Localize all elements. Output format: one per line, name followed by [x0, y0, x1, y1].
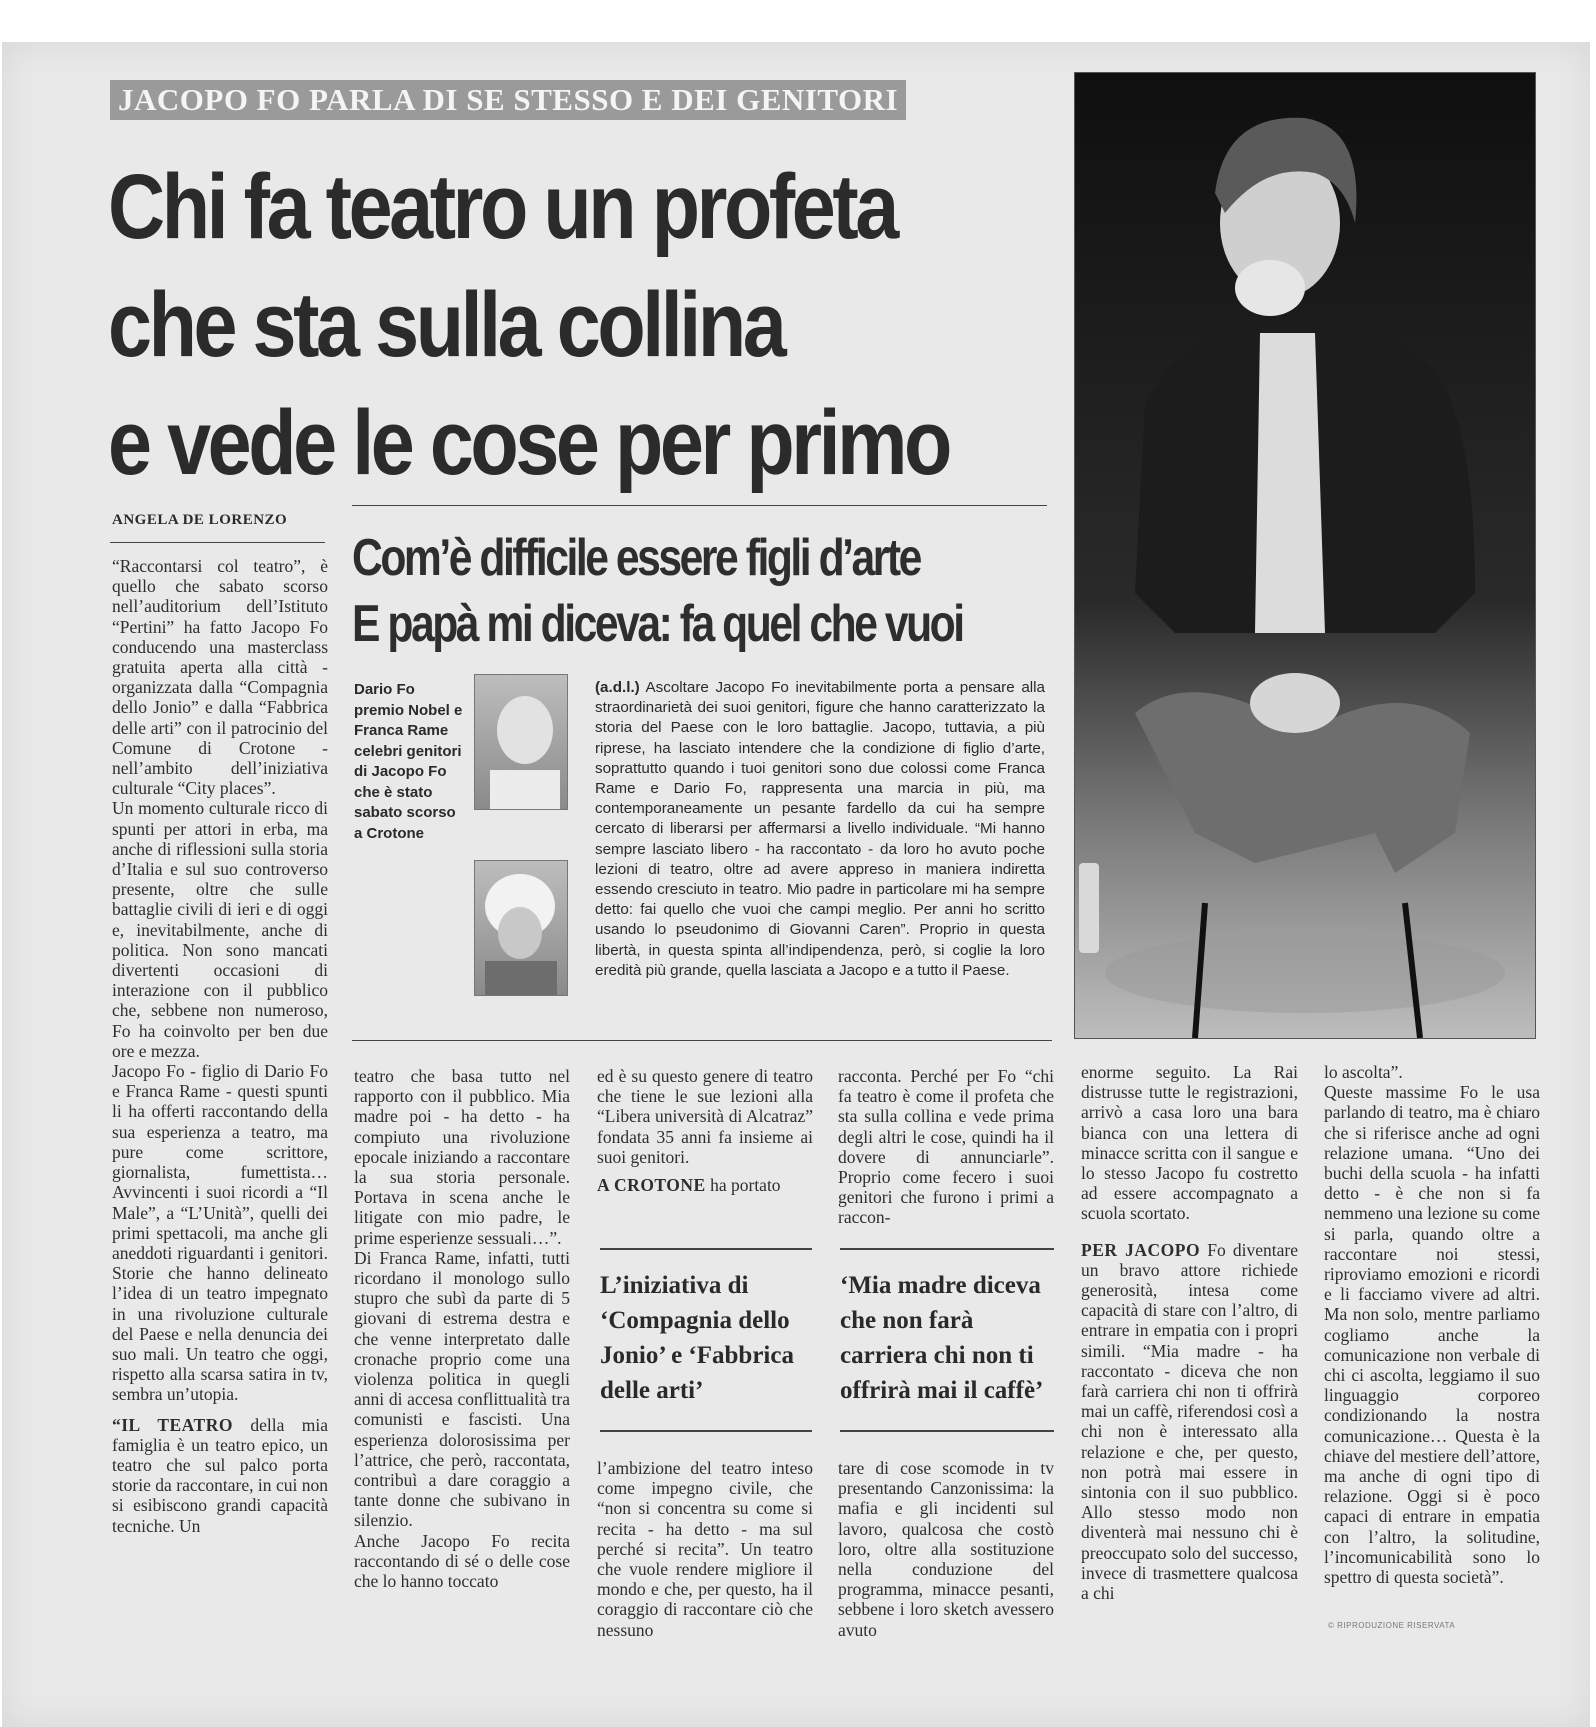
pull-quote: ‘Mia madre diceva che non farà carriera chi non ti offrirà mai il caffè’ — [840, 1272, 1044, 1404]
lead-in: “IL TEATRO — [112, 1414, 233, 1435]
paragraph: ed è su questo genere di teatro che tiene le sue lezioni alla “Libera università di Alcatraz” fondata 35 anni fa insieme ai suoi genitori. — [597, 1066, 813, 1167]
jacopo-fo-figure — [1075, 73, 1535, 1038]
article-column-6 — [1324, 1062, 1540, 1587]
box-bottom-rule — [352, 1040, 1052, 1041]
byline-rule — [110, 542, 325, 543]
subhead-line: Com’è difficile essere figli d’arte — [352, 529, 920, 587]
quote-top-rule — [840, 1248, 1054, 1250]
copyright-notice: © RIPRODUZIONE RISERVATA — [1328, 1621, 1456, 1630]
portrait-figure — [475, 861, 567, 995]
paragraph: l’ambizione del teatro inteso come impegno civile, che “non si concentra su come si recita - ha detto - ma sul perché si recita”. Un teatro che vuole rendere migliore il mondo e che, per questo, ha il coraggio di raccontare ciò che nessuno — [597, 1458, 813, 1640]
paragraph: PER JACOPO Fo diventare un bravo attore richiede generosità, intesa come capacità di stare con l’altro, di entrare in empatia con i propri simili. “Mia madre - ha raccontato - diceva che non farà carriera chi non ti offrirà mai un caffè, riferendosi così a chi non è interessato alla relazione e che, per questo, non potrà mai essere in sintonia con il suo pubblico. Allo stesso modo non diventerà mai nessuno chi è preoccupato solo del successo, invece di trasmettere qualcosa a chi — [1081, 1239, 1298, 1604]
franca-rame-photo — [474, 860, 568, 996]
photo-caption: Dario Fo premio Nobel e Franca Rame celebri genitori di Jacopo Fo che è stato sabato scorso a Crotone — [354, 681, 463, 842]
article-column-5 — [1081, 1062, 1298, 1603]
paragraph: “Raccontarsi col teatro”, è quello che sabato scorso nell’auditorium dell’Istituto “Pertini” ha fatto Jacopo Fo conducendo una masterclass gratuita aperta alla città - organizzata dalla “Compagnia dello Jonio” e dalla “Fabbrica delle arti” con il patrocinio del Comune di Crotone - nell’ambito dell’iniziativa culturale “City places”. — [112, 556, 328, 799]
quote-bottom-rule — [840, 1430, 1054, 1432]
subhead-top-rule — [352, 505, 1047, 506]
headline-line: e vede le cose per primo — [108, 392, 949, 494]
paragraph: Queste massime Fo le usa parlando di teatro, ma è chiaro che si riferisce anche ad ogni relazione umana. “Uno dei buchi della scuola - ha infatti detto - è che non si fa nemmeno una lezione su come si parla, quando oltre a raccontare noi stessi, riproviamo emozioni e ricordi e li facciamo vivere ad altri. Ma non solo, mentre parliamo cogliamo anche la comunicazione non verbale di chi ci ascolta, leggiamo il suo linguaggio corporeo condizionando la nostra comunicazione… Questa è la chiave del mestiere dell’attore, ma anche di ogni tipo di relazione. Oggi si è poco capaci di entrare in empatia con l’altro, la solitudine, l’incomunicabilità sono lo spettro di questa società”. — [1324, 1082, 1540, 1588]
paragraph: “IL TEATRO della mia famiglia è un teatro epico, un teatro che sul palco porta storie da raccontare, in cui non si esibiscono grandi capacità tecniche. Un — [112, 1414, 328, 1536]
paragraph: Jacopo Fo - figlio di Dario Fo e Franca Rame - questi spunti li ha offerti raccontando della sua esperienza a teatro, ma pure come scrittore, giornalista, fumettista… Avvincenti i suoi ricordi a “Il Male”, a “L’Unità”, quelli dei primi spettacoli, ma anche gli aneddoti riguardanti i genitori. Storie che hanno delineato l’idea di un teatro impegnato in una rivoluzione culturale del Paese e nella denuncia dei suo mali. Un teatro che oggi, rispetto alla scarsa satira in tv, sembra un’utopia. — [112, 1061, 328, 1405]
paragraph: Un momento culturale ricco di spunti per attori in erba, ma anche di riflessioni sulla storia d’Italia e sul suo controverso presente, oltre che sulle battaglie civili di ieri e di oggi e, inevitabilmente, anche di politica. Non sono mancati divertenti occasioni di interazione con il pubblico che, sebbene non numeroso, Fo ha coinvolto per ben due ore e mezza. — [112, 798, 328, 1061]
article-column-3 — [597, 1066, 813, 1195]
article-column-1 — [112, 556, 328, 1536]
paragraph: lo ascolta”. — [1324, 1062, 1403, 1082]
paragraph: Di Franca Rame, infatti, tutti ricordano il monologo sullo stupro che subì da parte di 5 giovani di estrema destra e che venne interpretato dalle cronache proprio come una violenza politica in quegli anni di accesa conflittualità tra comunisti e fascisti. Una esperienza dolorosissima per l’attrice, che però, raccontata, contribuì a dare coraggio a tante donne che subivano in silenzio. — [354, 1247, 570, 1531]
subhead-line: E papà mi diceva: fa quel che vuoi — [352, 595, 963, 653]
paragraph: enorme seguito. La Rai distrusse tutte le registrazioni, arrivò a casa loro una bara bianca con una lettera di minacce scritta con il sangue e lo stesso Jacopo fu costretto ad essere accompagnato a scuola scortato. — [1081, 1062, 1298, 1224]
headline — [108, 148, 949, 502]
headline-line: Chi fa teatro un profeta — [108, 156, 896, 258]
quote-bottom-rule — [600, 1430, 812, 1432]
article-column-3-cont — [597, 1458, 813, 1640]
kicker: JACOPO FO PARLA DI SE STESSO E DEI GENITORI — [110, 80, 906, 120]
paragraph: A CROTONE ha portato — [597, 1175, 781, 1196]
pull-quote: L’iniziativa di ‘Compagnia dello Jonio’ e ‘Fabbrica delle arti’ — [600, 1272, 794, 1404]
article-column-4 — [838, 1066, 1054, 1228]
jacopo-fo-photo — [1074, 72, 1536, 1039]
subhead — [352, 525, 975, 657]
quote-top-rule — [600, 1248, 812, 1250]
box-tag: (a.d.l.) — [595, 679, 640, 696]
lead-in: A CROTONE — [597, 1175, 706, 1196]
sidebar-box-text: (a.d.l.) Ascoltare Jacopo Fo inevitabilmente porta a pensare alla straordinarietà dei suoi genitori, figure che hanno caratterizzato la storia del Paese con le loro battaglie. Jacopo, tuttavia, a più riprese, ha lasciato intendere che la condizione di figlio d’arte, soprattutto quando i tuoi genitori sono due colossi come Franca Rame e Dario Fo, rappresenta una marcia in più, ma contemporaneamente un pesante fardello da cui ha sempre cercato di liberarsi per affermarsi a livello individuale. “Mi hanno sempre lasciato libero - ha raccontato - da loro ho avuto poche lezioni di teatro, oltre ad avere appreso in maniera indiretta essendo cresciuto in teatro. Mio padre in particolare mi ha sempre detto: fai quello che vuoi che campi meglio. Per anni ho scritto usando lo pseudonimo di Giovanni Caren”. Proprio in questa libertà, in questa spinta all’indipendenza, però, si coglie la loro eredità più grande, quella lasciata a Jacopo e a tutto il Paese. — [595, 679, 1045, 979]
headline-line: che sta sulla collina — [108, 274, 784, 376]
dario-fo-photo — [474, 674, 568, 810]
paragraph: racconta. Perché per Fo “chi fa teatro è come il profeta che sta sulla collina e vede prima degli altri le cose, quindi ha il dovere di annunciarle”. Proprio come fecero i suoi genitori che furono i primi a raccon- — [838, 1066, 1054, 1228]
paragraph: tare di cose scomode in tv presentando Canzonissima: la mafia e gli incidenti sul lavoro, qualcosa che costò loro, oltre alla sostituzione nella conduzione del programma, minacce pesanti, sebbene i loro sketch avessero avuto — [838, 1458, 1054, 1640]
portrait-figure — [475, 675, 567, 809]
paragraph: Anche Jacopo Fo recita raccontando di sé o delle cose che lo hanno toccato — [354, 1530, 570, 1592]
article-column-2 — [354, 1066, 570, 1591]
lead-in: PER JACOPO — [1081, 1239, 1201, 1260]
byline: ANGELA DE LORENZO — [112, 512, 288, 528]
article-column-4-cont — [838, 1458, 1054, 1640]
paragraph: teatro che basa tutto nel rapporto con il pubblico. Mia madre poi - ha detto - ha compiuto una rivoluzione epocale iniziando a raccontare la sua storia personale. Portava in scena anche le litigate con mio padre, le prime esperienze sessuali…”. — [354, 1066, 570, 1248]
